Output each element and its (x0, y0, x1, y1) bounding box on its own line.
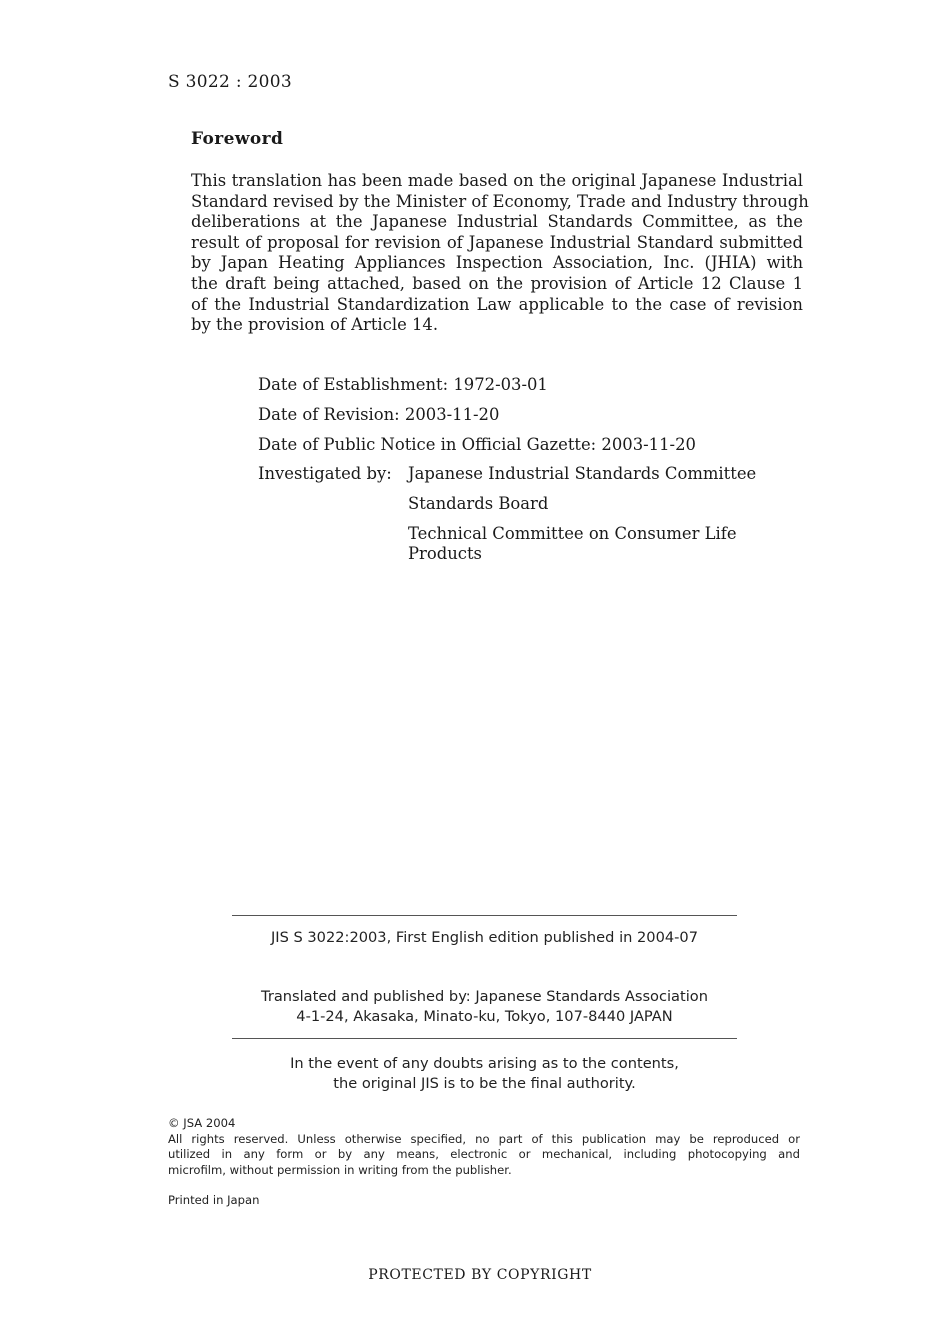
foreword-line: by the provision of Article 14. (191, 315, 439, 335)
rights-line: microfilm, without permission in writing from the publisher. (168, 1162, 512, 1177)
foreword-body (191, 171, 809, 336)
colophon-bottom-rule (232, 1038, 737, 1039)
authority-note-line: In the event of any doubts arising as to the contents, (290, 1055, 679, 1072)
publisher-block (232, 987, 737, 1027)
protected-footer: PROTECTED BY COPYRIGHT (368, 1267, 592, 1283)
date-of-establishment: Date of Establishment: 1972-03-01 (258, 375, 548, 394)
investigated-by-item: Technical Committee on Consumer Life Products (408, 524, 737, 563)
printed-in: Printed in Japan (168, 1193, 260, 1207)
rights-line: utilized in any form or by any means, electronic or mechanical, including photocopying and (168, 1147, 800, 1162)
investigated-by-item: Japanese Industrial Standards Committee (408, 464, 757, 483)
foreword-line: the draft being attached, based on the provision of Article 12 Clause 1 (191, 273, 803, 293)
dates-block (258, 374, 768, 574)
date-of-revision: Date of Revision: 2003-11-20 (258, 405, 500, 424)
foreword-line: result of proposal for revision of Japanese Industrial Standard submitted (191, 232, 803, 252)
rights-line: All rights reserved. Unless otherwise specified, no part of this publication may be reproduced or (168, 1131, 800, 1146)
investigated-by-label: Investigated by: (258, 464, 392, 483)
foreword-heading: Foreword (191, 129, 284, 149)
copyright-notice: © JSA 2004 (168, 1116, 236, 1130)
foreword-line: deliberations at the Japanese Industrial Standards Committee, as the (191, 212, 803, 232)
authority-note-line: the original JIS is to be the final authority. (333, 1075, 636, 1092)
date-of-public-notice: Date of Public Notice in Official Gazette: 2003-11-20 (258, 435, 696, 454)
foreword-line: Standard revised by the Minister of Economy, Trade and Industry through (191, 191, 809, 211)
authority-note (232, 1054, 737, 1094)
edition-line: JIS S 3022:2003, First English edition published in 2004-07 (270, 929, 698, 946)
foreword-line: by Japan Heating Appliances Inspection Association, Inc. (JHIA) with (191, 253, 803, 273)
investigated-by-item: Standards Board (408, 494, 549, 513)
rights-block (168, 1116, 800, 1178)
colophon-top-rule (232, 915, 737, 916)
investigated-by-list (408, 464, 768, 574)
publisher-line: Translated and published by: Japanese Standards Association (261, 988, 708, 1005)
document-id: S 3022 : 2003 (168, 72, 293, 92)
publisher-address: 4-1-24, Akasaka, Minato-ku, Tokyo, 107-8440 JAPAN (296, 1008, 673, 1025)
foreword-line: of the Industrial Standardization Law applicable to the case of revision (191, 294, 803, 314)
investigated-by-row (258, 464, 768, 574)
foreword-line: This translation has been made based on the original Japanese Industrial (191, 171, 803, 190)
